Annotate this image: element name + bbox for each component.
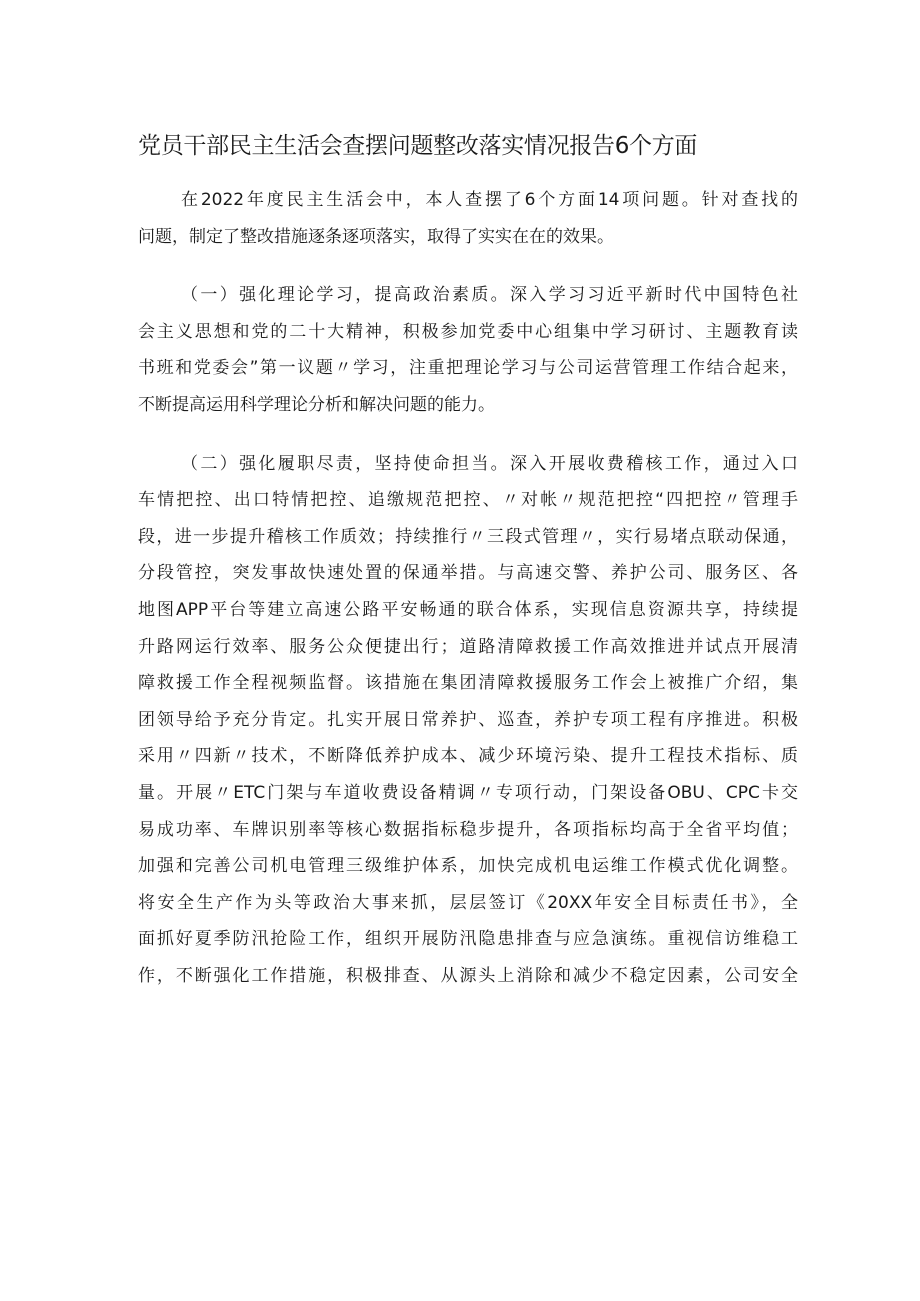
- text-line: 分段管控，突发事故快速处置的保通举措。与高速交警、养护公司、服务区、各: [138, 563, 798, 584]
- text-line: 量。开展〃ETC门架与车道收费设备精调〃专项行动，门架设备OBU、CPC卡交: [138, 782, 798, 803]
- text-line: 加强和完善公司机电管理三级维护体系，加快完成机电运维工作模式优化调整。: [138, 856, 798, 877]
- text-line: 不断提高运用科学理论分析和解决问题的能力。: [138, 394, 495, 415]
- paragraph-intro: [138, 182, 798, 255]
- text-line: 升路网运行效率、服务公众便捷出行；道路清障救援工作高效推进并试点开展清: [138, 636, 798, 657]
- document-title: 党员干部民主生活会查摆问题整改落实情况报告6个方面: [138, 133, 698, 159]
- text-line: 团领导给予充分肯定。扎实开展日常养护、巡查，养护专项工程有序推进。积极: [138, 709, 798, 730]
- text-line: 问题，制定了整改措施逐条逐项落实，取得了实实在在的效果。: [138, 226, 614, 247]
- text-line: 将安全生产作为头等政治大事来抓，层层签订《20XX年安全目标责任书》，全: [138, 892, 798, 913]
- paragraph-section-2: [138, 446, 798, 995]
- text-line: 地图APP平台等建立高速公路平安畅通的联合体系，实现信息资源共享，持续提: [138, 599, 798, 620]
- text-line: 障救援工作全程视频监督。该措施在集团清障救援服务工作会上被推广介绍，集: [138, 673, 798, 694]
- text-line: 在2022年度民主生活会中，本人查摆了6个方面14项问题。针对查找的: [181, 190, 798, 210]
- text-line: 作，不断强化工作措施，积极排查、从源头上消除和减少不稳定因素，公司安全: [138, 965, 798, 986]
- text-line: 会主义思想和党的二十大精神，积极参加党委中心组集中学习研讨、主题教育读: [138, 321, 798, 342]
- text-line: 面抓好夏季防汛抢险工作，组织开展防汛隐患排查与应急演练。重视信访维稳工: [138, 929, 798, 950]
- text-line: （二）强化履职尽责，坚持使命担当。深入开展收费稽核工作，通过入口: [181, 453, 798, 474]
- text-line: 书班和党委会”第一议题〃学习，注重把理论学习与公司运营管理工作结合起来，: [138, 358, 798, 379]
- text-line: 采用〃四新〃技术，不断降低养护成本、减少环境污染、提升工程技术指标、质: [138, 746, 798, 767]
- text-line: 车情把控、出口特情把控、追缴规范把控、〃对帐〃规范把控“四把控〃管理手: [138, 490, 798, 511]
- text-line: 段，进一步提升稽核工作质效；持续推行〃三段式管理〃，实行易堵点联动保通，: [138, 526, 798, 547]
- document-page: [138, 128, 798, 1016]
- text-line: 易成功率、车牌识别率等核心数据指标稳步提升，各项指标均高于全省平均值；: [138, 819, 798, 840]
- text-line: （一）强化理论学习，提高政治素质。深入学习习近平新时代中国特色社: [181, 285, 798, 306]
- paragraph-section-1: [138, 277, 798, 423]
